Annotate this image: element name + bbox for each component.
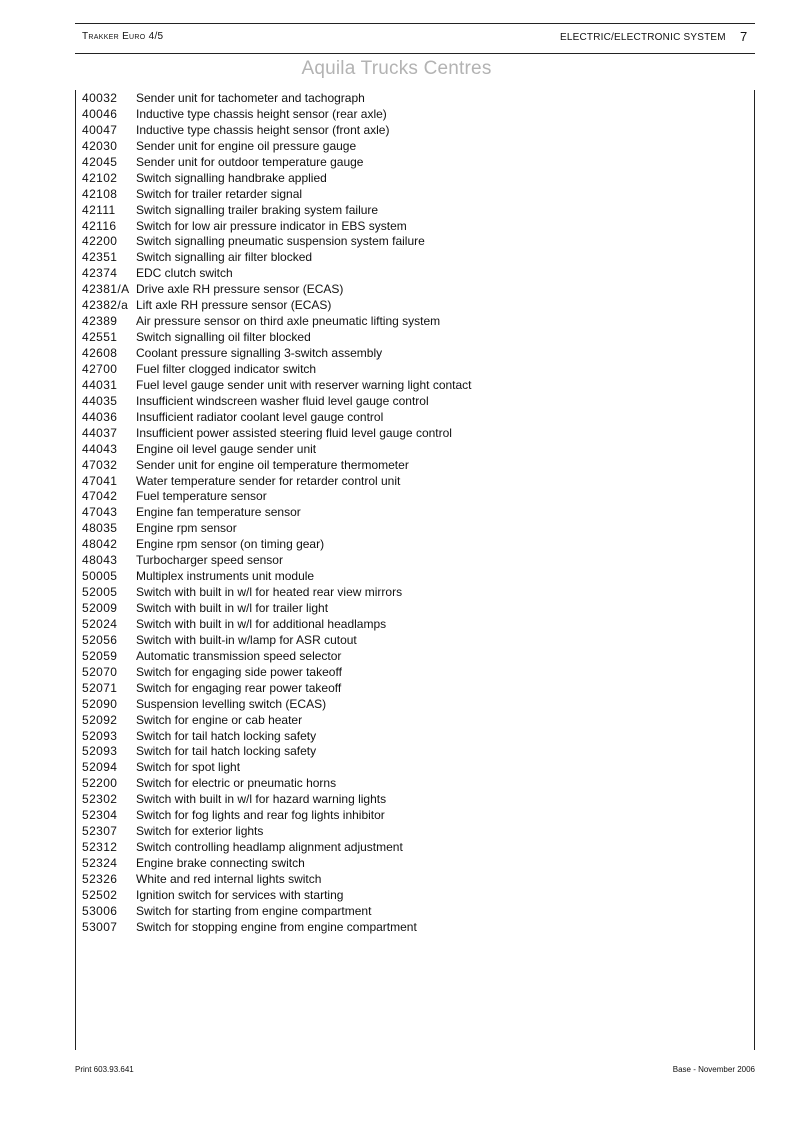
list-item	[82, 840, 742, 856]
list-item	[82, 362, 742, 378]
component-description: Automatic transmission speed selector	[136, 648, 342, 663]
component-code: 42030	[82, 138, 118, 153]
list-item	[82, 776, 742, 792]
list-item	[82, 458, 742, 474]
component-description: Turbocharger speed sensor	[136, 553, 283, 568]
header-rule-top	[75, 23, 755, 24]
component-code: 52024	[82, 616, 118, 631]
component-description: Switch for spot light	[136, 760, 241, 775]
component-description: Water temperature sender for retarder control unit	[136, 473, 401, 488]
component-description: Engine rpm sensor (on timing gear)	[136, 537, 325, 552]
component-code: 52005	[82, 585, 118, 600]
list-item	[82, 888, 742, 904]
list-item	[82, 474, 742, 490]
list-item	[82, 234, 742, 250]
component-description: Suspension levelling switch (ECAS)	[136, 696, 327, 711]
list-item	[82, 330, 742, 346]
list-item	[82, 713, 742, 729]
list-item	[82, 219, 742, 235]
watermark: Aquila Trucks Centres	[301, 58, 492, 79]
component-code: 52090	[82, 696, 118, 711]
list-item	[82, 298, 742, 314]
component-description: Switch for starting from engine compartment	[136, 903, 372, 918]
component-description: Lift axle RH pressure sensor (ECAS)	[136, 298, 332, 313]
component-code: 48042	[82, 537, 118, 552]
list-item	[82, 314, 742, 330]
list-item	[82, 346, 742, 362]
component-description: Sender unit for engine oil pressure gauge	[136, 138, 357, 153]
component-code: 42045	[82, 154, 118, 169]
component-code: 44035	[82, 393, 118, 408]
component-code: 52093	[82, 728, 118, 743]
list-item	[82, 633, 742, 649]
component-code: 42200	[82, 234, 118, 249]
component-code: 42108	[82, 186, 118, 201]
component-code: 52059	[82, 648, 118, 663]
component-code: 48043	[82, 553, 118, 568]
list-item	[82, 920, 742, 936]
component-code: 52070	[82, 664, 118, 679]
list-item	[82, 410, 742, 426]
component-description: Sender unit for engine oil temperature thermometer	[136, 457, 409, 472]
component-code: 52094	[82, 760, 118, 775]
component-code: 52092	[82, 712, 118, 727]
component-description: Switch for engine or cab heater	[136, 712, 303, 727]
list-item	[82, 250, 742, 266]
list-item	[82, 266, 742, 282]
component-description: Fuel filter clogged indicator switch	[136, 361, 317, 376]
list-item	[82, 426, 742, 442]
component-description: Engine oil level gauge sender unit	[136, 441, 317, 456]
component-code: 52324	[82, 856, 118, 870]
component-description: Switch for tail hatch locking safety	[136, 728, 317, 743]
component-code: 40047	[82, 122, 118, 137]
component-code: 42381/A	[82, 282, 130, 297]
component-code: 52502	[82, 887, 118, 902]
list-item	[82, 904, 742, 920]
component-description: Switch with built in w/l for additional headlamps	[136, 616, 387, 631]
component-code: 44031	[82, 377, 118, 392]
component-description: EDC clutch switch	[136, 266, 233, 281]
list-item	[82, 808, 742, 824]
list-item	[82, 155, 742, 171]
list-item	[82, 187, 742, 203]
component-code: 44036	[82, 409, 118, 424]
component-code: 47032	[82, 457, 118, 472]
component-description: Switch signalling trailer braking system failure	[136, 202, 379, 217]
component-description: Coolant pressure signalling 3-switch assembly	[136, 346, 383, 360]
frame-right-rule	[754, 90, 755, 1050]
list-item	[82, 553, 742, 569]
list-item	[82, 505, 742, 521]
list-item	[82, 792, 742, 808]
component-code: 40046	[82, 106, 118, 121]
component-code: 47042	[82, 489, 118, 504]
component-code: 48035	[82, 521, 118, 536]
component-description: Switch with built in w/l for heated rear view mirrors	[136, 585, 403, 600]
component-code: 42389	[82, 314, 118, 329]
component-description: Fuel temperature sensor	[136, 489, 267, 504]
component-description: Switch controlling headlamp alignment adjustment	[136, 840, 403, 855]
list-item	[82, 601, 742, 617]
component-code: 44043	[82, 441, 118, 456]
component-description: Engine fan temperature sensor	[136, 505, 301, 520]
component-code: 47043	[82, 505, 118, 520]
component-description: Switch for stopping engine from engine compartment	[136, 919, 417, 934]
component-description: Fuel level gauge sender unit with reserver warning light contact	[136, 377, 472, 392]
list-item	[82, 760, 742, 776]
component-description: Switch signalling oil filter blocked	[136, 330, 311, 345]
component-code: 53007	[82, 919, 118, 934]
component-description: Switch for fog lights and rear fog lights inhibitor	[136, 808, 385, 823]
component-description: Switch for engaging side power takeoff	[136, 664, 342, 679]
component-code: 42374	[82, 266, 118, 281]
component-description: Switch for low air pressure indicator in EBS system	[136, 218, 407, 233]
component-description: Inductive type chassis height sensor (rear axle)	[136, 106, 387, 121]
component-description: Switch for exterior lights	[136, 824, 264, 839]
list-item	[82, 585, 742, 601]
print-reference: Print 603.93.641	[75, 1065, 134, 1074]
component-code: 42111	[82, 202, 116, 217]
component-code: 42102	[82, 170, 118, 185]
list-item	[82, 442, 742, 458]
component-description: Switch for electric or pneumatic horns	[136, 776, 337, 791]
component-description: Multiplex instruments unit module	[136, 569, 315, 584]
component-code: 44037	[82, 425, 118, 440]
list-item	[82, 537, 742, 553]
component-description: Switch for engaging rear power takeoff	[136, 680, 342, 695]
component-code: 52312	[82, 840, 118, 855]
component-code: 52071	[82, 680, 118, 695]
component-code: 42608	[82, 346, 118, 360]
component-description: Switch for tail hatch locking safety	[136, 744, 317, 759]
component-code: 42116	[82, 218, 117, 233]
list-item	[82, 91, 742, 107]
component-code: 52307	[82, 824, 118, 839]
list-item	[82, 282, 742, 298]
component-description: Engine rpm sensor	[136, 521, 237, 536]
list-item	[82, 872, 742, 888]
list-item	[82, 171, 742, 187]
component-code: 52304	[82, 808, 118, 823]
component-description: Switch with built in w/l for trailer light	[136, 601, 329, 615]
component-description: Switch signalling pneumatic suspension system failure	[136, 234, 425, 249]
component-description: Drive axle RH pressure sensor (ECAS)	[136, 282, 344, 297]
list-item	[82, 521, 742, 537]
component-code: 52200	[82, 776, 118, 791]
component-code: 42551	[82, 330, 118, 345]
component-description: Switch for trailer retarder signal	[136, 186, 303, 201]
list-item	[82, 123, 742, 139]
list-item	[82, 697, 742, 713]
component-description: Ignition switch for services with starting	[136, 887, 344, 902]
manual-title	[82, 31, 163, 42]
component-code: 52056	[82, 632, 118, 647]
component-code: 52009	[82, 601, 118, 615]
component-description: Air pressure sensor on third axle pneumatic lifting system	[136, 314, 441, 329]
component-description: Insufficient radiator coolant level gauge control	[136, 409, 384, 424]
list-item	[82, 378, 742, 394]
manual-title-text: Trakker Euro 4/5	[82, 31, 164, 42]
component-description: Insufficient power assisted steering fluid level gauge control	[136, 425, 452, 440]
section-title: ELECTRIC/ELECTRONIC SYSTEM	[560, 32, 726, 43]
header-rule-bottom	[75, 53, 755, 54]
component-description: Insufficient windscreen washer fluid level gauge control	[136, 393, 429, 408]
list-item	[82, 729, 742, 745]
component-description: White and red internal lights switch	[136, 871, 322, 886]
list-item	[82, 139, 742, 155]
component-code: 42351	[82, 250, 118, 265]
list-item	[82, 107, 742, 123]
component-code: 52326	[82, 871, 118, 886]
list-item	[82, 681, 742, 697]
list-item	[82, 617, 742, 633]
list-item	[82, 203, 742, 219]
component-description: Engine brake connecting switch	[136, 856, 305, 870]
component-code: 47041	[82, 473, 118, 488]
list-item	[82, 665, 742, 681]
component-code: 53006	[82, 903, 118, 918]
component-code: 42700	[82, 361, 118, 376]
list-item	[82, 856, 742, 872]
component-description: Switch signalling handbrake applied	[136, 170, 327, 185]
component-code: 40032	[82, 91, 118, 105]
list-item	[82, 744, 742, 760]
component-description: Switch signalling air filter blocked	[136, 250, 313, 265]
component-description: Inductive type chassis height sensor (front axle)	[136, 122, 390, 137]
component-code: 50005	[82, 569, 118, 584]
component-description: Sender unit for outdoor temperature gauge	[136, 154, 364, 169]
component-list	[82, 91, 742, 936]
component-description: Switch with built-in w/lamp for ASR cutout	[136, 632, 357, 647]
frame-left-rule	[75, 90, 76, 1050]
component-description: Switch with built in w/l for hazard warning lights	[136, 792, 387, 807]
list-item	[82, 649, 742, 665]
component-description: Sender unit for tachometer and tachograph	[136, 91, 365, 105]
list-item	[82, 569, 742, 585]
base-date: Base - November 2006	[672, 1065, 755, 1074]
page-number: 7	[740, 29, 748, 44]
list-item	[82, 824, 742, 840]
component-code: 52302	[82, 792, 118, 807]
component-code: 42382/a	[82, 298, 129, 313]
list-item	[82, 489, 742, 505]
list-item	[82, 394, 742, 410]
component-code: 52093	[82, 744, 118, 759]
